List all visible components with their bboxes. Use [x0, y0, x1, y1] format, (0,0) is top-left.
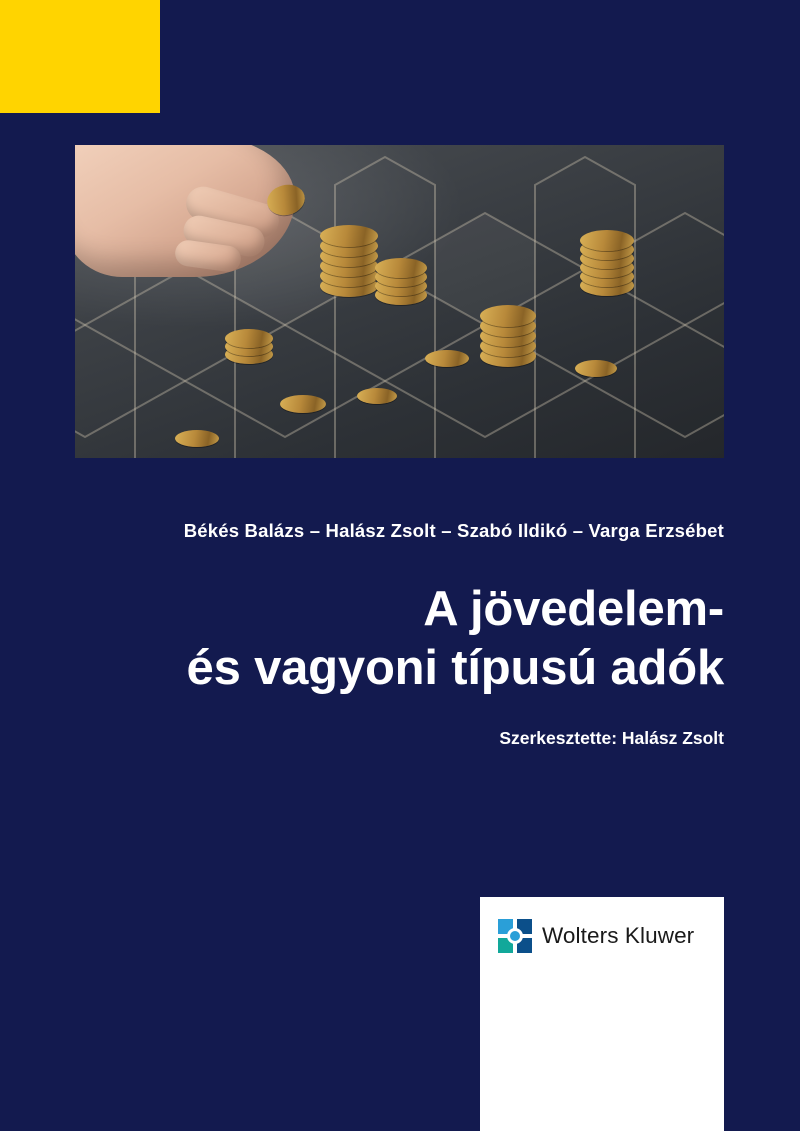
single-coin-b — [175, 430, 219, 447]
publisher-name: Wolters Kluwer — [542, 923, 695, 948]
publisher-logo — [498, 919, 694, 953]
page-title — [84, 580, 724, 698]
title-line-1: A jövedelem- — [423, 582, 724, 636]
single-coin-d — [357, 388, 397, 404]
accent-corner-block — [0, 0, 160, 113]
wolters-kluwer-logo-icon — [498, 919, 532, 953]
title-line-2: és vagyoni típusú adók — [186, 640, 724, 695]
cover-photo — [75, 145, 724, 458]
authors-line: Békés Balázs – Halász Zsolt – Szabó Ildikó – Varga Erzsébet — [183, 520, 724, 541]
single-coin-a — [280, 395, 326, 413]
single-coin-e — [425, 350, 469, 367]
editor-line: Szerkesztette: Halász Zsolt — [499, 728, 724, 748]
single-coin-c — [575, 360, 617, 377]
cover-photo-image — [75, 145, 724, 458]
publisher-panel — [480, 897, 724, 1131]
